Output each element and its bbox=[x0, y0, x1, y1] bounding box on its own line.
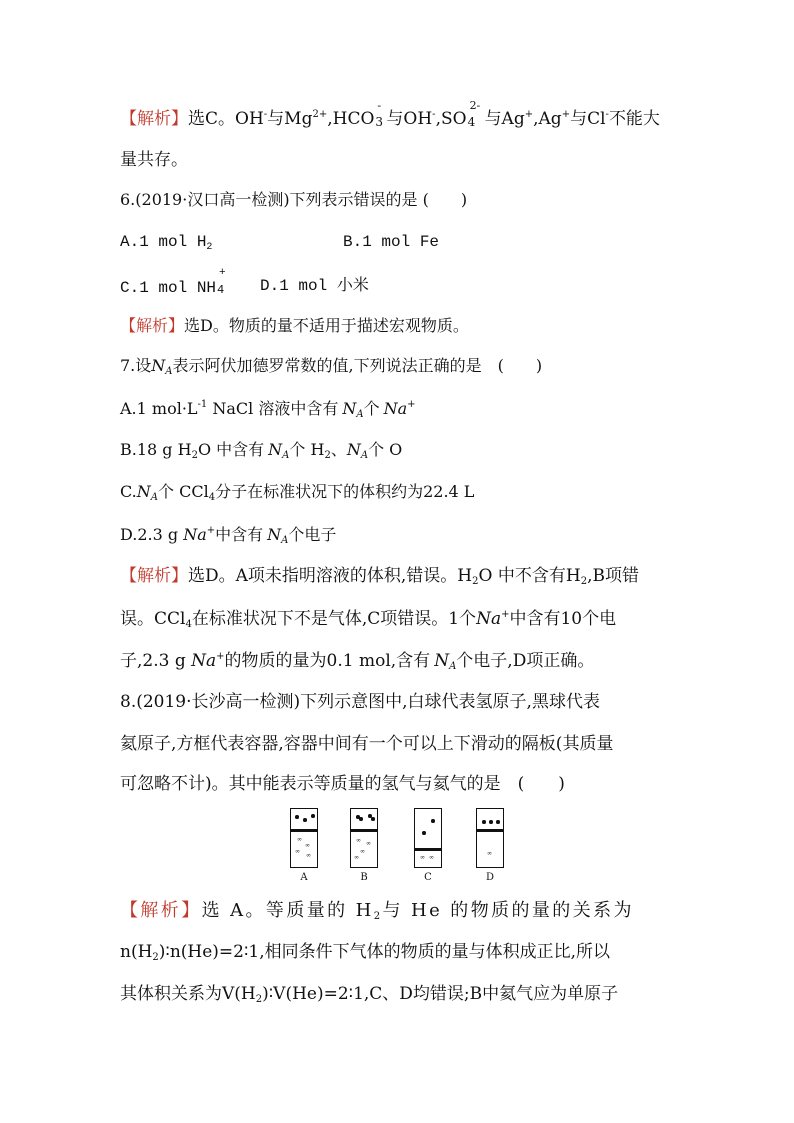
subscript: 4 bbox=[208, 492, 216, 503]
text: O 中不含有H bbox=[478, 566, 581, 586]
text: 选C。OH bbox=[188, 109, 264, 129]
subscript: 4 bbox=[185, 619, 192, 630]
question-7-analysis-line-3 bbox=[120, 652, 594, 672]
text: O 中含有 bbox=[197, 440, 265, 459]
hydrogen-molecule: ∞ bbox=[366, 840, 370, 847]
avogadro-symbol: N bbox=[136, 482, 151, 501]
question-7-option-d bbox=[120, 526, 336, 546]
analysis-tag: 【解析】 bbox=[120, 900, 202, 921]
container-b bbox=[350, 808, 378, 868]
superscript: + bbox=[524, 109, 534, 120]
hydrogen-molecule: ∞ bbox=[420, 854, 424, 861]
superscript: + bbox=[561, 109, 571, 120]
container-a bbox=[290, 808, 318, 868]
question-7-analysis-line-1 bbox=[120, 568, 639, 587]
figure-label-b: B bbox=[360, 872, 368, 883]
question-8-stem-line-1: 8.(2019·长沙高一检测)下列示意图中,白球代表氢原子,黑球代表 bbox=[120, 692, 600, 712]
text: ,Ag bbox=[533, 109, 562, 129]
text: ,SO bbox=[435, 109, 467, 129]
text: 误。CCl bbox=[120, 609, 186, 629]
subscript: A bbox=[150, 492, 158, 503]
question-6-option-a bbox=[120, 234, 212, 253]
text: NaCl 溶液中含有 bbox=[207, 399, 339, 418]
text: 7.设 bbox=[120, 356, 152, 375]
subscript: 2 bbox=[152, 952, 159, 963]
subscript: 2 bbox=[472, 576, 479, 587]
helium-atom bbox=[482, 820, 486, 824]
subscript: A bbox=[356, 409, 364, 420]
analysis-tag: 【解析】 bbox=[120, 109, 188, 129]
superscript: + bbox=[219, 267, 226, 279]
container-c bbox=[414, 808, 442, 868]
text: ,HCO bbox=[327, 109, 375, 129]
analysis-tag: 【解析】 bbox=[120, 566, 188, 586]
helium-atom bbox=[431, 819, 435, 823]
text: 其体积关系为V(H bbox=[120, 984, 256, 1004]
nh4-ion-scripts bbox=[216, 267, 228, 297]
helium-atom bbox=[295, 815, 299, 819]
text: 与Ag bbox=[484, 109, 525, 129]
text: C.1 mol NH bbox=[120, 279, 217, 297]
subscript: A bbox=[449, 661, 457, 672]
avogadro-symbol: N bbox=[342, 399, 357, 418]
superscript: - bbox=[605, 109, 609, 120]
figure-label-c: C bbox=[424, 872, 432, 883]
subscript: 3 bbox=[375, 115, 384, 129]
sliding-partition bbox=[477, 829, 503, 832]
text: 选D。A项未指明溶液的体积,错误。H bbox=[188, 566, 473, 586]
text: 与Cl bbox=[570, 109, 606, 129]
subscript: A bbox=[360, 450, 369, 461]
text: 子,2.3 g bbox=[120, 651, 192, 671]
question-6-option-d: D.1 mol 小米 bbox=[260, 277, 369, 295]
question-8-analysis-line-3 bbox=[120, 986, 618, 1005]
text: A.1 mol H bbox=[120, 233, 207, 251]
figure-label-d: D bbox=[485, 872, 495, 883]
question-8-stem-line-2: 氦原子,方框代表容器,容器中间有一个可以上下滑动的隔板(其质量 bbox=[120, 734, 614, 754]
sliding-partition bbox=[415, 848, 441, 851]
text: 中含有 bbox=[215, 525, 264, 544]
superscript: + bbox=[206, 525, 216, 536]
subscript: A bbox=[282, 450, 290, 461]
text: C. bbox=[120, 482, 137, 501]
so4-ion-scripts bbox=[467, 99, 485, 129]
superscript: - bbox=[377, 99, 382, 112]
helium-molecule-atom bbox=[371, 817, 375, 821]
text: 选D。物质的量不适用于描述宏观物质。 bbox=[184, 316, 469, 335]
question-6-stem: 6.(2019·汉口高一检测)下列表示错误的是 ( ) bbox=[120, 190, 468, 209]
hydrogen-molecule: ∞ bbox=[429, 854, 433, 861]
superscript: - bbox=[263, 109, 268, 120]
helium-atom bbox=[489, 820, 493, 824]
hydrogen-molecule: ∞ bbox=[297, 836, 301, 843]
question-8-analysis-line-1 bbox=[120, 902, 634, 922]
helium-atom bbox=[303, 818, 307, 822]
text: 、 bbox=[330, 440, 347, 459]
helium-atom bbox=[496, 820, 500, 824]
ion-symbol: Na bbox=[383, 399, 408, 418]
sliding-partition bbox=[351, 829, 377, 832]
subscript: 4 bbox=[217, 283, 225, 297]
subscript: 2 bbox=[324, 450, 331, 461]
subscript: 2 bbox=[373, 911, 383, 922]
avogadro-symbol: N bbox=[268, 440, 283, 459]
question-8-stem-line-3: 可忽略不计)。其中能表示等质量的氢气与氦气的是 ( ) bbox=[120, 774, 565, 794]
text: 个 H bbox=[289, 440, 325, 459]
avogadro-symbol: N bbox=[434, 651, 450, 671]
text: A.1 mol·L bbox=[120, 399, 198, 418]
subscript: 2 bbox=[580, 576, 588, 587]
superscript: + bbox=[216, 651, 225, 662]
text: 分子在标准状况下的体积约为22.4 L bbox=[215, 482, 475, 501]
helium-atom bbox=[311, 814, 315, 818]
superscript: + bbox=[501, 609, 510, 620]
text: 表示阿伏加德罗常数的值,下列说法正确的是 ( ) bbox=[172, 356, 543, 375]
text: 选 A。等质量的 H bbox=[201, 900, 374, 921]
text: 个 O bbox=[368, 440, 403, 459]
hydrogen-molecule: ∞ bbox=[487, 850, 491, 857]
hydrogen-molecule: ∞ bbox=[360, 848, 364, 855]
figure-label-a: A bbox=[300, 872, 308, 883]
text: B.18 g H bbox=[120, 440, 192, 459]
superscript: 2+ bbox=[312, 109, 328, 120]
hco3-ion-scripts bbox=[374, 99, 386, 129]
ion-symbol: Na bbox=[476, 609, 502, 629]
subscript: 2 bbox=[255, 994, 263, 1005]
avogadro-symbol: N bbox=[267, 525, 282, 544]
text: )∶V(He)=2∶1,C、D均错误;B中氦气应为单原子 bbox=[262, 984, 619, 1004]
superscript: -1 bbox=[197, 399, 208, 410]
question-6-analysis bbox=[120, 318, 469, 334]
text: n(H bbox=[120, 942, 153, 962]
ion-symbol: Na bbox=[183, 525, 207, 544]
hydrogen-molecule: ∞ bbox=[356, 837, 360, 844]
question-7-analysis-line-2 bbox=[120, 610, 616, 630]
hydrogen-molecule: ∞ bbox=[305, 842, 309, 849]
question-7-option-c bbox=[120, 484, 474, 503]
text: 个电子 bbox=[288, 525, 337, 544]
text: 的物质的量为0.1 mol,含有 bbox=[224, 651, 431, 671]
ion-symbol: Na bbox=[191, 651, 217, 671]
hydrogen-molecule: ∞ bbox=[306, 852, 310, 859]
hydrogen-molecule: ∞ bbox=[295, 848, 299, 855]
helium-molecule-atom bbox=[359, 817, 363, 821]
text: 在标准状况下不是气体,C项错误。1个 bbox=[191, 609, 477, 629]
avogadro-symbol: N bbox=[151, 356, 166, 375]
text: D.2.3 g bbox=[120, 525, 184, 544]
analysis-tag: 【解析】 bbox=[120, 316, 185, 335]
text: 与 He 的物质的量的关系为 bbox=[382, 900, 634, 921]
text: 个 CCl bbox=[158, 482, 209, 501]
subscript: A bbox=[165, 366, 173, 377]
superscript: - bbox=[432, 109, 436, 120]
question-7-stem bbox=[120, 358, 542, 377]
text: 个电子,D项正确。 bbox=[456, 651, 595, 671]
analysis-line-2: 量共存。 bbox=[120, 150, 188, 170]
text: 中含有10个电 bbox=[509, 609, 617, 629]
subscript: 2 bbox=[206, 242, 213, 253]
text: 不能大 bbox=[608, 109, 660, 129]
question-7-option-a bbox=[120, 400, 416, 420]
sliding-partition bbox=[291, 829, 317, 832]
subscript: 4 bbox=[467, 115, 476, 129]
text: 与OH bbox=[386, 109, 433, 129]
helium-atom bbox=[422, 831, 426, 835]
container-d bbox=[476, 808, 504, 868]
text: )∶n(He)=2∶1,相同条件下气体的物质的量与体积成正比,所以 bbox=[158, 942, 611, 962]
analysis-line-1 bbox=[120, 99, 660, 129]
avogadro-symbol: N bbox=[346, 440, 361, 459]
question-7-option-b bbox=[120, 442, 402, 461]
text: 与Mg bbox=[267, 109, 313, 129]
hydrogen-molecule: ∞ bbox=[354, 854, 358, 861]
question-8-analysis-line-2 bbox=[120, 944, 610, 963]
question-6-option-b: B.1 mol Fe bbox=[343, 233, 440, 251]
subscript: 2 bbox=[191, 450, 198, 461]
text: 个 bbox=[363, 399, 380, 418]
text: ,B项错 bbox=[587, 566, 639, 586]
subscript: A bbox=[281, 535, 289, 546]
superscript: + bbox=[407, 399, 416, 410]
superscript: 2- bbox=[469, 99, 481, 112]
question-6-option-c bbox=[120, 267, 228, 297]
